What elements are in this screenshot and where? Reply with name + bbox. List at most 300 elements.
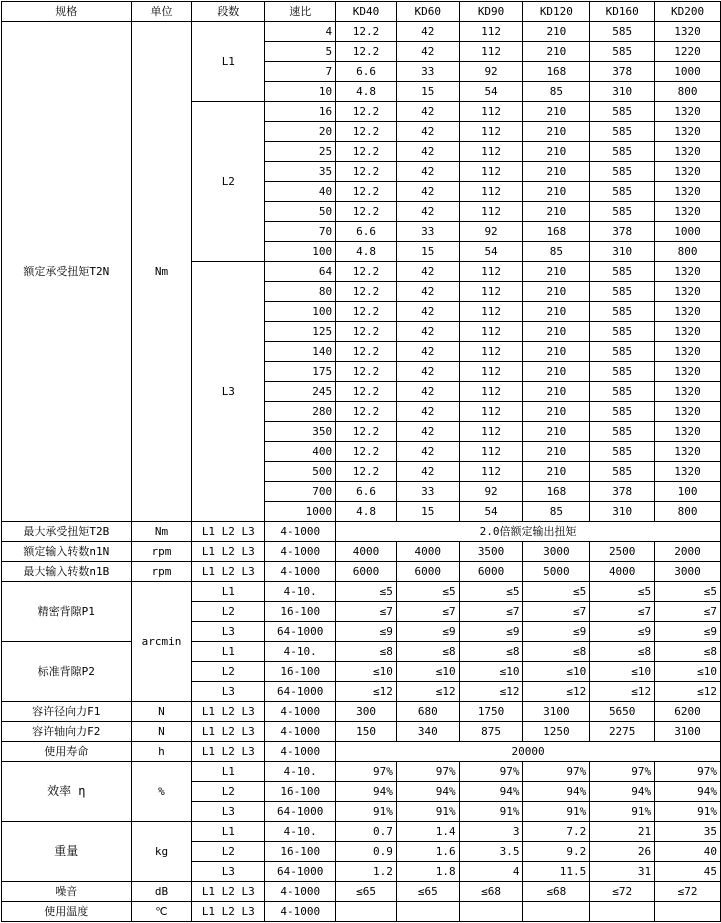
value-cell: 97% [523, 762, 590, 782]
value-cell: 12.2 [336, 42, 397, 62]
value-cell: 1320 [655, 422, 721, 442]
value-cell: 112 [459, 202, 523, 222]
value-cell: 1220 [655, 42, 721, 62]
value-cell: 54 [459, 242, 523, 262]
spec-name-cell: 使用寿命 [2, 742, 132, 762]
value-cell: 42 [396, 102, 459, 122]
stage-cell: L2 [192, 662, 265, 682]
unit-cell: Nm [131, 22, 192, 522]
stage-cell: L1 L2 L3 [192, 902, 265, 922]
value-cell: 12.2 [336, 162, 397, 182]
value-cell: ≤8 [396, 642, 459, 662]
value-cell: ≤5 [459, 582, 523, 602]
value-cell: 310 [590, 242, 655, 262]
value-cell: 12.2 [336, 102, 397, 122]
value-cell: 1320 [655, 182, 721, 202]
weight-row [2, 822, 721, 842]
value-cell: 378 [590, 62, 655, 82]
value-cell: 42 [396, 202, 459, 222]
value-cell: 7.2 [523, 822, 590, 842]
unit-cell: Nm [131, 522, 192, 542]
value-cell: 3100 [523, 702, 590, 722]
ratio-cell: 100 [265, 302, 336, 322]
ratio-cell: 500 [265, 462, 336, 482]
value-cell: 1320 [655, 442, 721, 462]
value-cell: ≤7 [459, 602, 523, 622]
ratio-cell: 4-10. [265, 822, 336, 842]
value-cell: 168 [523, 62, 590, 82]
value-cell: 585 [590, 262, 655, 282]
stage-cell: L1 [192, 642, 265, 662]
ratio-cell: 64-1000 [265, 622, 336, 642]
efficiency-row [2, 762, 721, 782]
stage-cell: L2 [192, 782, 265, 802]
value-cell: ≤7 [590, 602, 655, 622]
value-cell: 4 [459, 862, 523, 882]
value-cell: 33 [396, 222, 459, 242]
value-cell: 1320 [655, 362, 721, 382]
stage-cell: L3 [192, 622, 265, 642]
value-cell: 42 [396, 182, 459, 202]
rated_speed-row [2, 542, 721, 562]
value-cell: 54 [459, 82, 523, 102]
value-cell: ≤5 [655, 582, 721, 602]
stage-cell: L1 L2 L3 [192, 522, 265, 542]
value-cell: ≤9 [459, 622, 523, 642]
value-cell: 210 [523, 402, 590, 422]
ratio-cell: 16-100 [265, 842, 336, 862]
value-cell: 310 [590, 502, 655, 522]
unit-cell: dB [131, 882, 192, 902]
stage-cell: L2 [192, 602, 265, 622]
value-cell: ≤12 [523, 682, 590, 702]
value-cell: 6.6 [336, 222, 397, 242]
value-cell: 3000 [655, 562, 721, 582]
value-cell: 168 [523, 222, 590, 242]
value-cell: 585 [590, 102, 655, 122]
value-cell: 680 [396, 702, 459, 722]
value-cell: 210 [523, 282, 590, 302]
value-cell: 91% [396, 802, 459, 822]
value-cell: ≤9 [396, 622, 459, 642]
value-cell: 1000 [655, 62, 721, 82]
stage-cell: L1 [192, 762, 265, 782]
value-cell: 112 [459, 422, 523, 442]
value-cell: 4.8 [336, 242, 397, 262]
value-cell: 12.2 [336, 182, 397, 202]
value-cell: 1320 [655, 322, 721, 342]
ratio-cell: 4-1000 [265, 542, 336, 562]
ratio-cell: 4-1000 [265, 722, 336, 742]
spec-name-cell: 最大输入转数n1B [2, 562, 132, 582]
value-cell: 585 [590, 122, 655, 142]
value-cell: 12.2 [336, 422, 397, 442]
value-cell: 3 [459, 822, 523, 842]
value-cell: 42 [396, 342, 459, 362]
ratio-cell: 4-1000 [265, 902, 336, 922]
value-cell: 800 [655, 242, 721, 262]
value-cell: 11.5 [523, 862, 590, 882]
ratio-cell: 4-1000 [265, 562, 336, 582]
value-cell: 210 [523, 322, 590, 342]
value-cell: 33 [396, 62, 459, 82]
value-cell: ≤12 [459, 682, 523, 702]
value-cell: ≤10 [459, 662, 523, 682]
value-cell: 15 [396, 502, 459, 522]
stage-cell: L1 L2 L3 [192, 702, 265, 722]
ratio-cell: 64-1000 [265, 862, 336, 882]
value-cell: 112 [459, 42, 523, 62]
ratio-cell: 16-100 [265, 662, 336, 682]
value-cell: 85 [523, 82, 590, 102]
ratio-cell: 64-1000 [265, 802, 336, 822]
value-cell: ≤12 [336, 682, 397, 702]
value-cell: 310 [590, 82, 655, 102]
value-cell: 6.6 [336, 62, 397, 82]
value-cell: 12.2 [336, 462, 397, 482]
value-cell: 800 [655, 502, 721, 522]
torque-row [2, 22, 721, 42]
value-cell: 2000 [655, 542, 721, 562]
value-cell: 112 [459, 282, 523, 302]
value-cell: 21 [590, 822, 655, 842]
unit-cell: N [131, 702, 192, 722]
value-cell: ≤12 [590, 682, 655, 702]
value-cell: 42 [396, 162, 459, 182]
value-cell: 1.2 [336, 862, 397, 882]
ratio-cell: 80 [265, 282, 336, 302]
value-cell: 91% [523, 802, 590, 822]
stage-cell: L1 [192, 22, 265, 102]
value-cell: 1320 [655, 22, 721, 42]
value-cell: 42 [396, 422, 459, 442]
max_speed-row [2, 562, 721, 582]
unit-cell: N [131, 722, 192, 742]
value-cell: 12.2 [336, 362, 397, 382]
value-cell: 2500 [590, 542, 655, 562]
value-cell: 42 [396, 302, 459, 322]
value-cell: 9.2 [523, 842, 590, 862]
value-cell: 210 [523, 382, 590, 402]
value-cell: 42 [396, 282, 459, 302]
value-cell: 1000 [655, 222, 721, 242]
value-cell: 6.6 [336, 482, 397, 502]
value-cell: ≤5 [590, 582, 655, 602]
value-cell: 97% [336, 762, 397, 782]
unit-cell: kg [131, 822, 192, 882]
value-cell: 26 [590, 842, 655, 862]
ratio-cell: 16-100 [265, 782, 336, 802]
value-cell: 210 [523, 462, 590, 482]
value-cell: 45 [655, 862, 721, 882]
value-cell: ≤5 [523, 582, 590, 602]
value-cell: 91% [459, 802, 523, 822]
value-cell: 340 [396, 722, 459, 742]
ratio-cell: 700 [265, 482, 336, 502]
ratio-cell: 64 [265, 262, 336, 282]
value-cell: 112 [459, 162, 523, 182]
ratio-cell: 280 [265, 402, 336, 422]
value-cell: 1250 [523, 722, 590, 742]
value-cell: 112 [459, 122, 523, 142]
ratio-cell: 4-10. [265, 642, 336, 662]
spec-name-cell: 效率 η [2, 762, 132, 822]
value-cell: 42 [396, 42, 459, 62]
ratio-cell: 4-10. [265, 582, 336, 602]
value-cell: 112 [459, 182, 523, 202]
value-cell: 1320 [655, 142, 721, 162]
spec-name-cell: 精密背隙P1 [2, 582, 132, 642]
spec-name-cell: 额定输入转数n1N [2, 542, 132, 562]
value-cell: 585 [590, 42, 655, 62]
value-cell: 42 [396, 122, 459, 142]
axial_force-row [2, 722, 721, 742]
value-cell: 3000 [523, 542, 590, 562]
ratio-cell: 350 [265, 422, 336, 442]
value-cell: 1.4 [396, 822, 459, 842]
value-cell: ≤9 [655, 622, 721, 642]
ratio-cell: 20 [265, 122, 336, 142]
value-cell: 12.2 [336, 282, 397, 302]
ratio-cell: 35 [265, 162, 336, 182]
value-cell: 40 [655, 842, 721, 862]
value-cell: 585 [590, 202, 655, 222]
value-cell: 1320 [655, 102, 721, 122]
value-cell: 91% [655, 802, 721, 822]
stage-cell: L2 [192, 842, 265, 862]
value-cell: 210 [523, 122, 590, 142]
value-cell: 585 [590, 142, 655, 162]
value-cell: 112 [459, 382, 523, 402]
value-cell: 112 [459, 342, 523, 362]
ratio-cell: 64-1000 [265, 682, 336, 702]
stage-cell: L1 [192, 582, 265, 602]
ratio-cell: 100 [265, 242, 336, 262]
value-cell: 12.2 [336, 382, 397, 402]
value-cell: 4.8 [336, 502, 397, 522]
value-cell: 2275 [590, 722, 655, 742]
value-cell: 210 [523, 422, 590, 442]
value-cell: 12.2 [336, 402, 397, 422]
value-cell: 112 [459, 462, 523, 482]
value-cell: 1320 [655, 202, 721, 222]
value-cell [336, 902, 397, 922]
value-cell: ≤72 [590, 882, 655, 902]
stage-cell: L3 [192, 682, 265, 702]
value-cell: 1320 [655, 382, 721, 402]
value-cell: 1.6 [396, 842, 459, 862]
value-cell: 92 [459, 482, 523, 502]
header-cell-kd200: KD200 [655, 2, 721, 22]
value-cell: 1320 [655, 342, 721, 362]
value-cell: ≤8 [655, 642, 721, 662]
header-cell-kd90: KD90 [459, 2, 523, 22]
value-cell: 210 [523, 342, 590, 362]
life-row [2, 742, 721, 762]
value-cell: 585 [590, 322, 655, 342]
ratio-cell: 70 [265, 222, 336, 242]
value-cell: 378 [590, 222, 655, 242]
value-cell: ≤7 [396, 602, 459, 622]
ratio-cell: 400 [265, 442, 336, 462]
merged-value-cell: 2.0倍额定输出扭矩 [336, 522, 721, 542]
ratio-cell: 4 [265, 22, 336, 42]
value-cell: 0.7 [336, 822, 397, 842]
value-cell: 85 [523, 242, 590, 262]
value-cell: 42 [396, 322, 459, 342]
value-cell: 585 [590, 382, 655, 402]
value-cell: 5650 [590, 702, 655, 722]
value-cell: ≤12 [396, 682, 459, 702]
stage-cell: L2 [192, 102, 265, 262]
value-cell: ≤8 [523, 642, 590, 662]
value-cell: 150 [336, 722, 397, 742]
value-cell: 42 [396, 402, 459, 422]
value-cell: 15 [396, 242, 459, 262]
value-cell: 210 [523, 182, 590, 202]
value-cell: 94% [336, 782, 397, 802]
value-cell: 12.2 [336, 442, 397, 462]
header-cell-kd40: KD40 [336, 2, 397, 22]
value-cell: 35 [655, 822, 721, 842]
value-cell: ≤68 [459, 882, 523, 902]
value-cell: 6200 [655, 702, 721, 722]
value-cell: 112 [459, 102, 523, 122]
value-cell: 112 [459, 402, 523, 422]
value-cell: 112 [459, 262, 523, 282]
spec-name-cell: 噪音 [2, 882, 132, 902]
unit-cell: % [131, 762, 192, 822]
value-cell: 91% [590, 802, 655, 822]
value-cell: 1320 [655, 462, 721, 482]
radial_force-row [2, 702, 721, 722]
value-cell: 585 [590, 462, 655, 482]
temperature-row [2, 902, 721, 922]
value-cell: ≤10 [523, 662, 590, 682]
value-cell: 94% [655, 782, 721, 802]
header-cell-kd160: KD160 [590, 2, 655, 22]
header-row [2, 2, 721, 22]
ratio-cell: 140 [265, 342, 336, 362]
value-cell: ≤68 [523, 882, 590, 902]
value-cell [523, 902, 590, 922]
value-cell: ≤65 [336, 882, 397, 902]
ratio-cell: 16-100 [265, 602, 336, 622]
ratio-cell: 50 [265, 202, 336, 222]
value-cell: 6000 [459, 562, 523, 582]
value-cell: 4000 [336, 542, 397, 562]
value-cell: 875 [459, 722, 523, 742]
value-cell: 94% [396, 782, 459, 802]
value-cell: 800 [655, 82, 721, 102]
value-cell: ≤5 [396, 582, 459, 602]
ratio-cell: 245 [265, 382, 336, 402]
value-cell: 585 [590, 422, 655, 442]
spec-table [1, 1, 721, 922]
spec-name-cell: 使用温度 [2, 902, 132, 922]
value-cell: 12.2 [336, 142, 397, 162]
value-cell: 1.8 [396, 862, 459, 882]
unit-cell: ℃ [131, 902, 192, 922]
ratio-cell: 25 [265, 142, 336, 162]
value-cell: 3100 [655, 722, 721, 742]
stage-cell: L1 L2 L3 [192, 562, 265, 582]
value-cell: 97% [655, 762, 721, 782]
ratio-cell: 4-1000 [265, 882, 336, 902]
ratio-cell: 125 [265, 322, 336, 342]
value-cell: 210 [523, 202, 590, 222]
value-cell: 42 [396, 22, 459, 42]
value-cell: 210 [523, 442, 590, 462]
value-cell: ≤5 [336, 582, 397, 602]
value-cell: ≤7 [655, 602, 721, 622]
value-cell: 585 [590, 182, 655, 202]
ratio-cell: 175 [265, 362, 336, 382]
header-cell-spec: 规格 [2, 2, 132, 22]
value-cell: 12.2 [336, 302, 397, 322]
value-cell: 4.8 [336, 82, 397, 102]
spec-name-cell: 重量 [2, 822, 132, 882]
stage-cell: L1 L2 L3 [192, 882, 265, 902]
value-cell: 54 [459, 502, 523, 522]
value-cell: 210 [523, 262, 590, 282]
header-cell-unit: 单位 [131, 2, 192, 22]
value-cell: 94% [459, 782, 523, 802]
value-cell: 94% [523, 782, 590, 802]
value-cell: 210 [523, 42, 590, 62]
stage-cell: L3 [192, 862, 265, 882]
header-cell-kd120: KD120 [523, 2, 590, 22]
value-cell: 210 [523, 302, 590, 322]
value-cell: ≤8 [590, 642, 655, 662]
value-cell: 6000 [396, 562, 459, 582]
ratio-cell: 1000 [265, 502, 336, 522]
value-cell: 585 [590, 342, 655, 362]
value-cell: 378 [590, 482, 655, 502]
value-cell: 0.9 [336, 842, 397, 862]
value-cell: ≤9 [523, 622, 590, 642]
value-cell: 92 [459, 222, 523, 242]
value-cell: 5000 [523, 562, 590, 582]
ratio-cell: 4-1000 [265, 702, 336, 722]
spec-name-cell: 最大承受扭矩T2B [2, 522, 132, 542]
value-cell: 12.2 [336, 262, 397, 282]
spec-name-cell: 额定承受扭矩T2N [2, 22, 132, 522]
unit-cell: arcmin [131, 582, 192, 702]
value-cell: 97% [396, 762, 459, 782]
value-cell: ≤10 [396, 662, 459, 682]
value-cell: 3.5 [459, 842, 523, 862]
value-cell: ≤72 [655, 882, 721, 902]
value-cell: 42 [396, 462, 459, 482]
header-cell-ratio: 速比 [265, 2, 336, 22]
value-cell: ≤10 [655, 662, 721, 682]
value-cell: 85 [523, 502, 590, 522]
spec-table-body [2, 2, 721, 922]
value-cell: ≤12 [655, 682, 721, 702]
value-cell: 585 [590, 302, 655, 322]
value-cell: 585 [590, 282, 655, 302]
ratio-cell: 10 [265, 82, 336, 102]
ratio-cell: 16 [265, 102, 336, 122]
value-cell: 1320 [655, 302, 721, 322]
ratio-cell: 4-1000 [265, 742, 336, 762]
value-cell: 112 [459, 442, 523, 462]
value-cell [459, 902, 523, 922]
value-cell: ≤9 [336, 622, 397, 642]
value-cell: 210 [523, 102, 590, 122]
max_torque-row [2, 522, 721, 542]
